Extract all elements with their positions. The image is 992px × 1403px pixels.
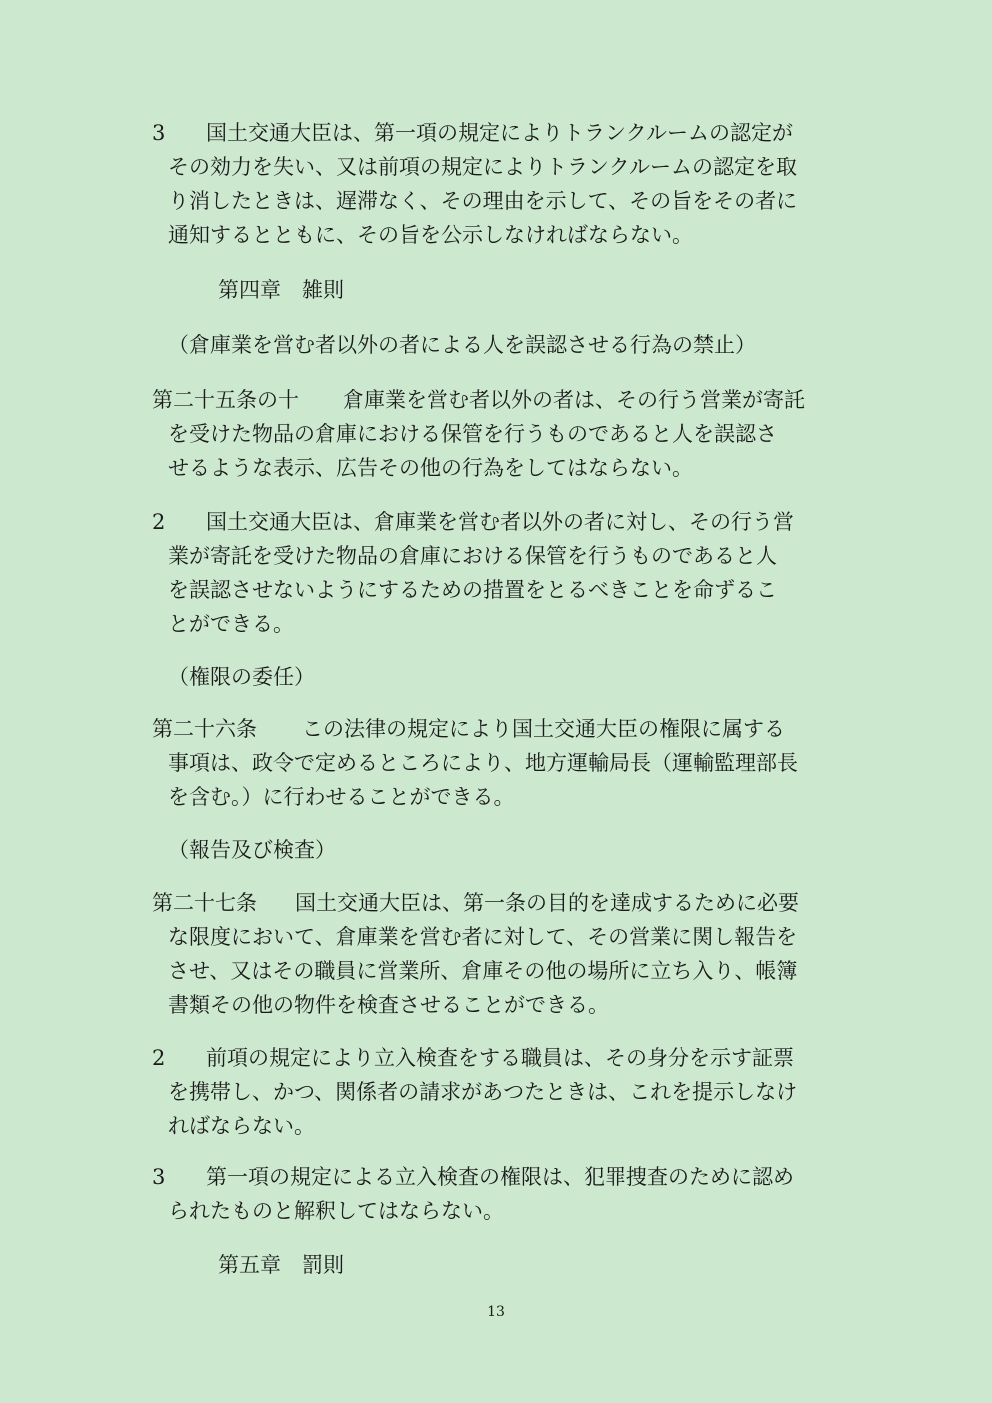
- article-line: させ、又はその職員に営業所、倉庫その他の場所に立ち入り、帳簿: [168, 959, 798, 983]
- paragraph-number: 2: [152, 1046, 166, 1070]
- page-number: 13: [487, 1304, 505, 1320]
- paragraph-line: 通知するとともに、その旨を公示しなければならない。: [168, 223, 693, 247]
- paragraph-line: [152, 116, 793, 150]
- paragraph-number: 3: [152, 1165, 166, 1189]
- article-text: この法律の規定により国土交通大臣の権限に属する: [302, 717, 785, 741]
- paragraph-line: [152, 1160, 794, 1194]
- paragraph-line: り消したときは、遅滞なく、その理由を示して、その旨をその者に: [168, 189, 798, 213]
- article-line: 書類その他の物件を検査させることができる。: [168, 993, 609, 1017]
- article-label: 第二十六条: [152, 717, 257, 741]
- chapter-heading: 第五章 罰則: [218, 1253, 344, 1277]
- paragraph-line: ればならない。: [168, 1114, 315, 1138]
- paragraph-line: とができる。: [168, 612, 294, 636]
- article-text: 倉庫業を営む者以外の者は、その行う営業が寄託: [343, 388, 805, 412]
- paragraph-number: 2: [152, 510, 166, 534]
- article-line: な限度において、倉庫業を営む者に対して、その営業に関し報告を: [168, 925, 798, 949]
- article-caption: （倉庫業を営む者以外の者による人を誤認させる行為の禁止）: [168, 333, 756, 357]
- article-caption: （権限の委任）: [168, 665, 315, 689]
- article-line: [152, 712, 785, 746]
- chapter-heading: 第四章 雑則: [218, 278, 344, 302]
- article-line: を含む。）に行わせることができる。: [168, 785, 515, 809]
- article-label: 第二十五条の十: [152, 388, 299, 412]
- paragraph-text: 国土交通大臣は、第一項の規定によりトランクルームの認定が: [206, 121, 793, 145]
- paragraph-line: [152, 1041, 794, 1075]
- paragraph-line: を誤認させないようにするための措置をとるべきことを命ずるこ: [168, 578, 777, 602]
- paragraph-line: られたものと解釈してはならない。: [168, 1199, 504, 1223]
- paragraph-text: 第一項の規定による立入検査の権限は、犯罪捜査のために認め: [206, 1165, 794, 1189]
- article-line: [152, 383, 805, 417]
- paragraph-line: を携帯し、かつ、関係者の請求があつたときは、これを提示しなけ: [168, 1080, 798, 1104]
- article-line: せるような表示、広告その他の行為をしてはならない。: [168, 456, 693, 480]
- article-caption: （報告及び検査）: [168, 838, 336, 862]
- paragraph-number: 3: [152, 121, 166, 145]
- article-line: 事項は、政令で定めるところにより、地方運輸局長（運輸監理部長: [168, 751, 798, 775]
- paragraph-text: 前項の規定により立入検査をする職員は、その身分を示す証票: [206, 1046, 794, 1070]
- article-line: [152, 886, 799, 920]
- paragraph-text: 国土交通大臣は、倉庫業を営む者以外の者に対し、その行う営: [206, 510, 794, 534]
- article-line: を受けた物品の倉庫における保管を行うものであると人を誤認さ: [168, 422, 777, 446]
- article-label: 第二十七条: [152, 891, 257, 915]
- paragraph-line: その効力を失い、又は前項の規定によりトランクルームの認定を取: [168, 155, 797, 179]
- paragraph-line: 業が寄託を受けた物品の倉庫における保管を行うものであると人: [168, 544, 777, 568]
- article-text: 国土交通大臣は、第一条の目的を達成するために必要: [295, 891, 799, 915]
- paragraph-line: [152, 505, 794, 539]
